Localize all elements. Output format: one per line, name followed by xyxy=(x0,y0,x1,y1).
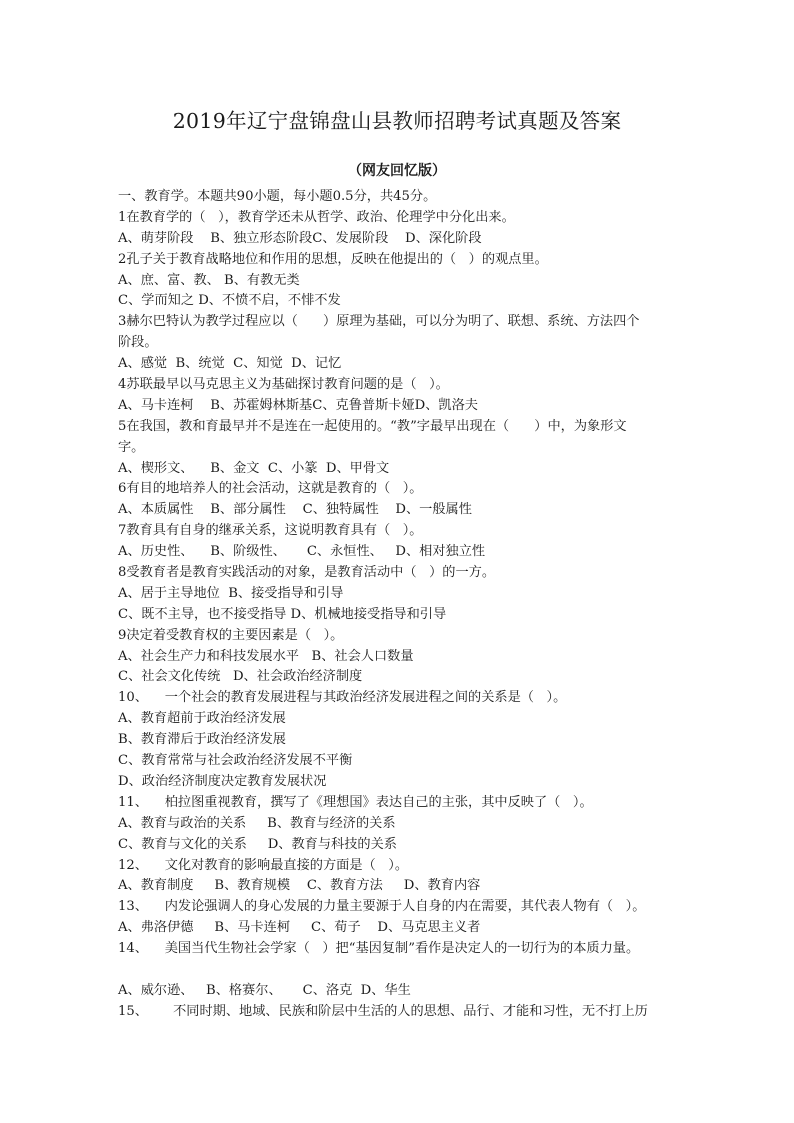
text-line: A、本质属性 B、部分属性 C、独特属性 D、一般属性 xyxy=(118,502,472,518)
text-line: A、历史性、 B、阶级性、 C、永恒性、 D、相对独立性 xyxy=(118,544,486,560)
text-line: A、马卡连柯 B、苏霍姆林斯基C、克鲁普斯卡娅D、凯洛夫 xyxy=(118,397,478,413)
text-line: D、政治经济制度决定教育发展状况 xyxy=(118,773,327,789)
text-line: A、楔形文、 B、金文 C、小篆 D、甲骨文 xyxy=(118,460,390,476)
document-body xyxy=(118,187,680,1023)
text-line: 3赫尔巴特认为教学过程应以（ ）原理为基础，可以分为明了、联想、系统、方法四个 xyxy=(118,314,640,330)
text-line: A、居于主导地位 B、接受指导和引导 xyxy=(118,585,344,601)
text-line: A、感觉 B、统觉 C、知觉 D、记忆 xyxy=(118,356,342,372)
text-line: 14、 美国当代生物社会学家（ ）把“基因复制”看作是决定人的一切行为的本质力量。 xyxy=(118,941,640,957)
text-line: 5在我国，教和育最早并不是连在一起使用的。“教”字最早出现在（ ）中，为象形文 xyxy=(118,418,627,434)
text-line: C、教育常常与社会政治经济发展不平衡 xyxy=(118,753,353,769)
text-line: 12、 文化对教育的影响最直接的方面是（ ）。 xyxy=(118,857,409,873)
text-line: C、教育与文化的关系 D、教育与科技的关系 xyxy=(118,836,397,852)
text-line: 13、 内发论强调人的身心发展的力量主要源于人自身的内在需要，其代表人物有（ ）。 xyxy=(118,899,646,915)
text-line: B、教育滞后于政治经济发展 xyxy=(118,732,286,748)
text-line: C、学而知之 D、不愤不启，不悱不发 xyxy=(118,293,341,309)
blank-line xyxy=(118,960,680,981)
text-line: A、弗洛伊德 B、马卡连柯 C、荀子 D、马克思主义者 xyxy=(118,920,481,936)
text-line: C、社会文化传统 D、社会政治经济制度 xyxy=(118,669,363,685)
text-line: C、既不主导，也不接受指导 D、机械地接受指导和引导 xyxy=(118,606,447,622)
text-line: A、庶、富、教、 B、有教无类 xyxy=(118,272,300,288)
text-line: A、萌芽阶段 B、独立形态阶段C、发展阶段 D、深化阶段 xyxy=(118,230,482,246)
text-line: A、教育超前于政治经济发展 xyxy=(118,711,286,727)
text-line: 6有目的地培养人的社会活动，这就是教育的（ ）。 xyxy=(118,481,423,497)
document-subtitle: （网友回忆版） xyxy=(348,163,446,179)
document-title: 2019年辽宁盘锦盘山县教师招聘考试真题及答案 xyxy=(172,109,622,133)
text-line: 2孔子关于教育战略地位和作用的思想，反映在他提出的（ ）的观点里。 xyxy=(118,251,548,267)
text-line: 1在教育学的（ ），教育学还未从哲学、政治、伦理学中分化出来。 xyxy=(118,209,515,225)
text-line: 字。 xyxy=(118,439,145,455)
text-line: 10、 一个社会的教育发展进程与其政治经济发展进程之间的关系是（ ）。 xyxy=(118,690,567,706)
text-line: A、威尔逊、 B、格赛尔、 C、洛克 D、华生 xyxy=(118,982,411,998)
text-line: 11、 柏拉图重视教育，撰写了《理想国》表达自己的主张，其中反映了（ ）。 xyxy=(118,794,593,810)
text-line: A、教育与政治的关系 B、教育与经济的关系 xyxy=(118,815,396,831)
text-line: 8受教育者是教育实践活动的对象，是教育活动中（ ）的一方。 xyxy=(118,565,496,581)
text-line: 一、教育学。本题共90小题，每小题0.5分，共45分。 xyxy=(118,189,437,204)
text-line: 15、 不同时期、地域、民族和阶层中生活的人的思想、品行、才能和习性，无不打上历 xyxy=(118,1003,648,1019)
text-line: A、教育制度 B、教育规模 C、教育方法 D、教育内容 xyxy=(118,878,481,894)
text-line: 9决定着受教育权的主要因素是（ ）。 xyxy=(118,627,344,643)
text-line: A、社会生产力和科技发展水平 B、社会人口数量 xyxy=(118,648,414,664)
text-line: 阶段。 xyxy=(118,335,158,351)
text-line: 4苏联最早以马克思主义为基础探讨教育问题的是（ ）。 xyxy=(118,377,449,393)
text-line: 7教育具有自身的继承关系，这说明教育具有（ ）。 xyxy=(118,523,423,539)
